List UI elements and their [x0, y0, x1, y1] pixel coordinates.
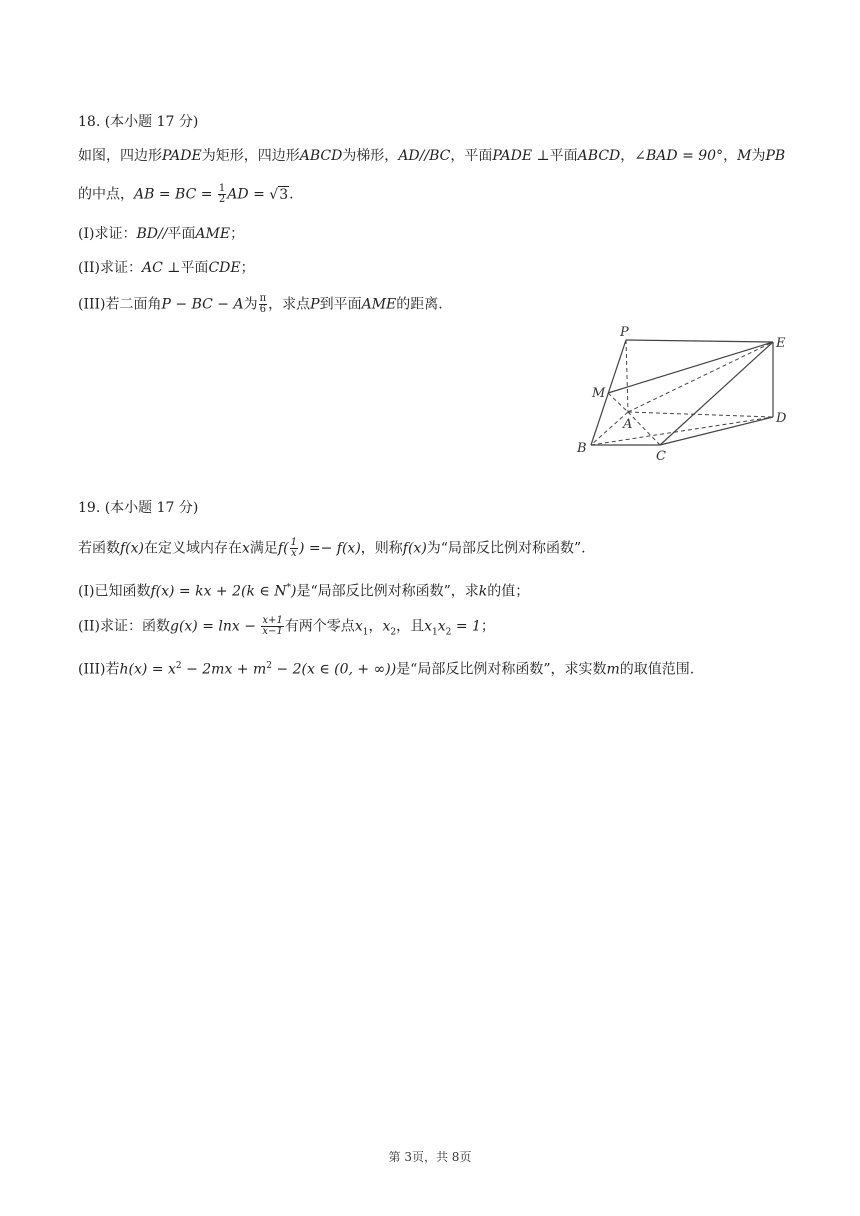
edge-AC: [628, 412, 660, 445]
fraction-x-plus-1-over-x-minus-1: $\frac{x+1}{x-1}$: [262, 615, 283, 637]
label-D: D: [776, 411, 787, 426]
fraction-pi-over-6: $\frac{\pi}{6}$: [259, 293, 267, 315]
label-B: B: [577, 441, 587, 456]
q19-header: 19. (本小题 17 分): [78, 500, 199, 516]
label-M: M: [592, 386, 606, 401]
edge-BD: [591, 417, 773, 445]
q19-part1: (I)已知函数f(x) = kx + 2(k ∈ N*)是“局部反比例对称函数”，求k的值；: [78, 583, 530, 600]
q18-header: 18. (本小题 17 分): [78, 114, 199, 130]
label-P: P: [620, 325, 629, 340]
q18-part3: (III)若二面角P − BC − A为 $\frac{\pi}{6}$ ，求点P到平面AME的距离.: [78, 293, 443, 315]
edge-AE: [628, 342, 773, 412]
edge-PE: [626, 340, 773, 342]
edge-DC: [660, 417, 773, 445]
q18-line1: 如图，四边形PADE为矩形，四边形ABCD为梯形，AD//BC，平面PADE ⊥平面ABCD，∠BAD = 90°，M为PB: [78, 148, 786, 164]
edge-ME: [608, 342, 773, 393]
q19-part3: (III)若$h(x) = x^2 - 2mx + m^2 - 2(x$ ∈ (0, + ∞))是“局部反比例对称函数”，求实数m的取值范围.: [78, 661, 695, 678]
edge-CE: [660, 342, 773, 445]
q19-part2: (II)求证：函数g(x) = lnx − $\frac{x+1}{x-1}$ 有两个零点$x_1$，$x_2$，且$x_1x_2 = 1$；: [78, 615, 495, 638]
label-E: E: [776, 336, 786, 351]
label-A: A: [623, 417, 633, 432]
fraction-one-half: $\frac{1}{2}$: [218, 183, 226, 205]
q18-part1: (I)求证：BD//平面AME；: [78, 226, 245, 242]
q18-part2: (II)求证：AC ⊥平面CDE；: [78, 260, 255, 276]
label-C: C: [656, 449, 666, 462]
q19-line1: 若函数f(x)在定义域内存在x满足f( $\frac{1}{x}$ ) =− f(x)，则称f(x)为“局部反比例对称函数”.: [78, 537, 586, 559]
edge-AD: [628, 412, 773, 417]
edge-PA: [626, 340, 628, 412]
edge-MA: [608, 393, 628, 412]
sqrt-three: √3: [269, 186, 289, 203]
page-footer: 第 3页，共 8页: [388, 1150, 472, 1164]
q18-line2: 的中点，AB = BC = $\frac{1}{2}$ AD = √3.: [78, 183, 294, 205]
fraction-one-over-x: $\frac{1}{x}$: [290, 537, 297, 559]
geometry-figure: [570, 322, 800, 462]
